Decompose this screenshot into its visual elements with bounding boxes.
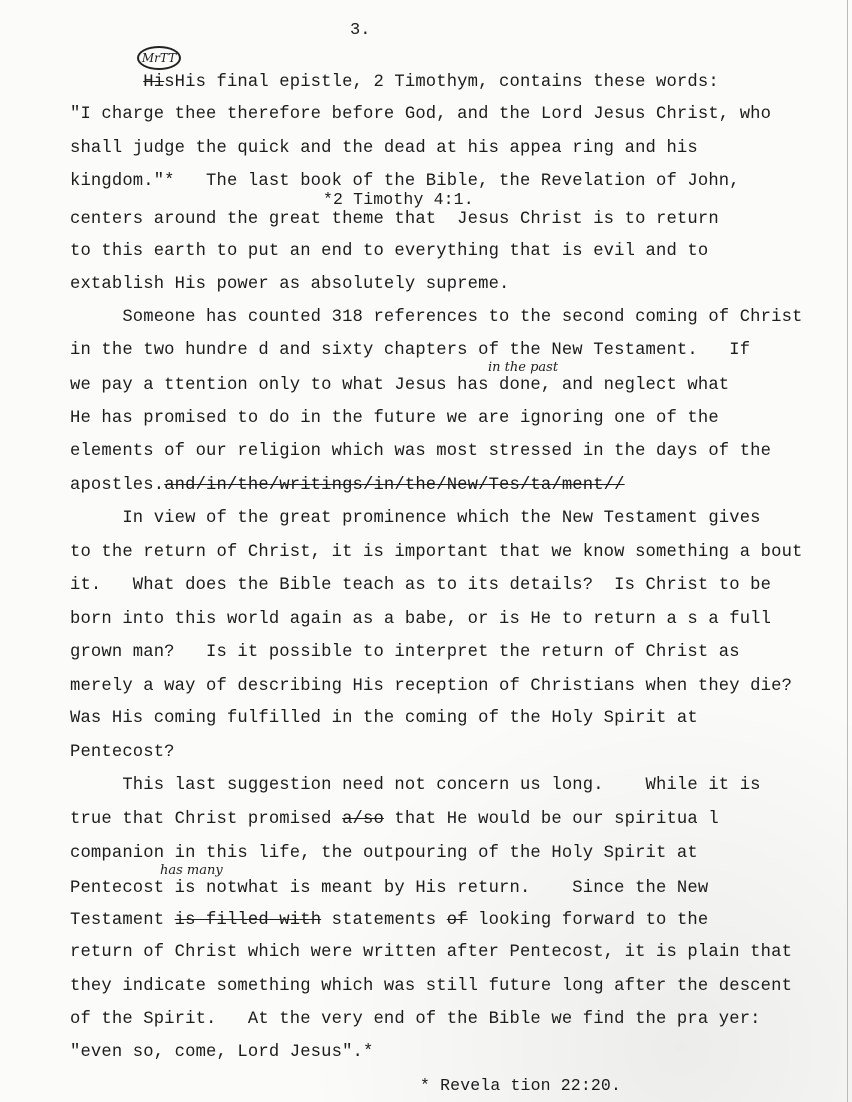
text-line (70, 211, 719, 228)
struck-text: of (446, 911, 468, 930)
line-text: grown man? Is it possible to interpret the return of Christ as (70, 643, 740, 662)
line-text: kingdom."* The last book of the Bible, the Revelation of John, (70, 172, 740, 191)
line-text: that He would be our spiritua l (383, 810, 719, 829)
line-text: sHis final epistle, 2 Timothym, contains these words: (164, 73, 719, 92)
line-text: elements of our religion which was most stressed in the days of the (70, 442, 772, 461)
struck-text: a/so (342, 810, 384, 829)
line-text: in the two hundre d and sixty chapters of the New Testament. If (70, 341, 751, 360)
text-line (70, 477, 625, 494)
text-line (70, 845, 698, 862)
line-text: In view of the great prominence which the New Testament gives (70, 509, 761, 528)
line-text: He has promised to do in the future we are ignoring one of the (70, 409, 719, 428)
text-line (70, 276, 510, 293)
text-line (70, 644, 740, 661)
text-line (70, 309, 803, 326)
line-text (70, 73, 143, 92)
line-text: centers around the great theme that Jesus Christ is to return (70, 210, 719, 229)
text-line (70, 678, 792, 695)
line-text: statements (321, 911, 447, 930)
text-line (70, 410, 719, 427)
handwritten-insert-many: has many (160, 863, 223, 878)
line-text: Was His coming fulfilled in the coming of the Holy Spirit at (70, 709, 698, 728)
line-text: Someone has counted 318 references to the second coming of Christ (70, 308, 803, 327)
text-line (70, 912, 708, 929)
text-line (70, 140, 698, 157)
text-line (70, 710, 698, 727)
text-line (70, 811, 719, 828)
text-line (70, 1044, 373, 1061)
line-text: they indicate something which was still future long after the descent (70, 977, 793, 996)
text-line (70, 577, 771, 594)
line-text: true that Christ promised (70, 810, 343, 829)
line-text: Pentecost is notwhat is meant by His return. Since the New (70, 879, 709, 898)
line-text: of the Spirit. At the very end of the Bible we find the pra yer: (70, 1010, 761, 1029)
text-line (70, 1011, 761, 1028)
line-text: This last suggestion need not concern us long. While it is (70, 776, 761, 795)
text-line (70, 611, 771, 628)
page-edge (847, 0, 848, 1102)
struck-text: Hi (143, 73, 165, 92)
text-line (70, 510, 761, 527)
text-line (70, 342, 750, 359)
struck-text: and/in/the/writings/in/the/New/Tes/ta/ment// (164, 476, 625, 495)
line-text: return of Christ which were written after Pentecost, it is plain that (70, 943, 793, 962)
line-text: extablish His power as absolutely supreme. (70, 275, 510, 294)
line-text: shall judge the quick and the dead at his appea ring and his (70, 139, 698, 158)
text-line (70, 173, 740, 190)
line-text: born into this world again as a babe, or is He to return a s a full (70, 610, 772, 629)
line-text: companion in this life, the outpouring of the Holy Spirit at (70, 844, 698, 863)
text-line (70, 880, 708, 897)
text-line (70, 243, 708, 260)
line-text: Testament (70, 911, 175, 930)
text-line (70, 744, 175, 761)
line-text: we pay a ttention only to what Jesus has done, and neglect what (70, 376, 730, 395)
text-line (70, 377, 729, 394)
line-text: apostles. (70, 476, 165, 495)
text-line (70, 978, 792, 995)
line-text: looking forward to the (467, 911, 709, 930)
page-number: 3. (350, 21, 371, 40)
text-line (70, 777, 761, 794)
line-text: "I charge thee therefore before God, and the Lord Jesus Christ, who (70, 105, 772, 124)
footnote-1: *2 Timothy 4:1. (323, 190, 474, 209)
line-text: "even so, come, Lord Jesus".* (70, 1043, 374, 1062)
text-line (70, 106, 771, 123)
line-text: to the return of Christ, it is important that we know something a bout (70, 543, 803, 562)
struck-text: is filled with (174, 911, 322, 930)
line-text: it. What does the Bible teach as to its details? Is Christ to be (70, 576, 772, 595)
margin-stamp: MrTT (137, 46, 181, 70)
footnote-2: * Revela tion 22:20. (420, 1076, 622, 1095)
text-line (70, 944, 792, 961)
line-text: to this earth to put an end to everything that is evil and to (70, 242, 709, 261)
line-text: Pentecost? (70, 743, 175, 762)
text-line (70, 443, 771, 460)
text-line (70, 74, 719, 91)
line-text: merely a way of describing His reception of Christians when they die? (70, 677, 793, 696)
text-line (70, 544, 803, 561)
handwritten-insert-past: in the past (488, 360, 559, 375)
